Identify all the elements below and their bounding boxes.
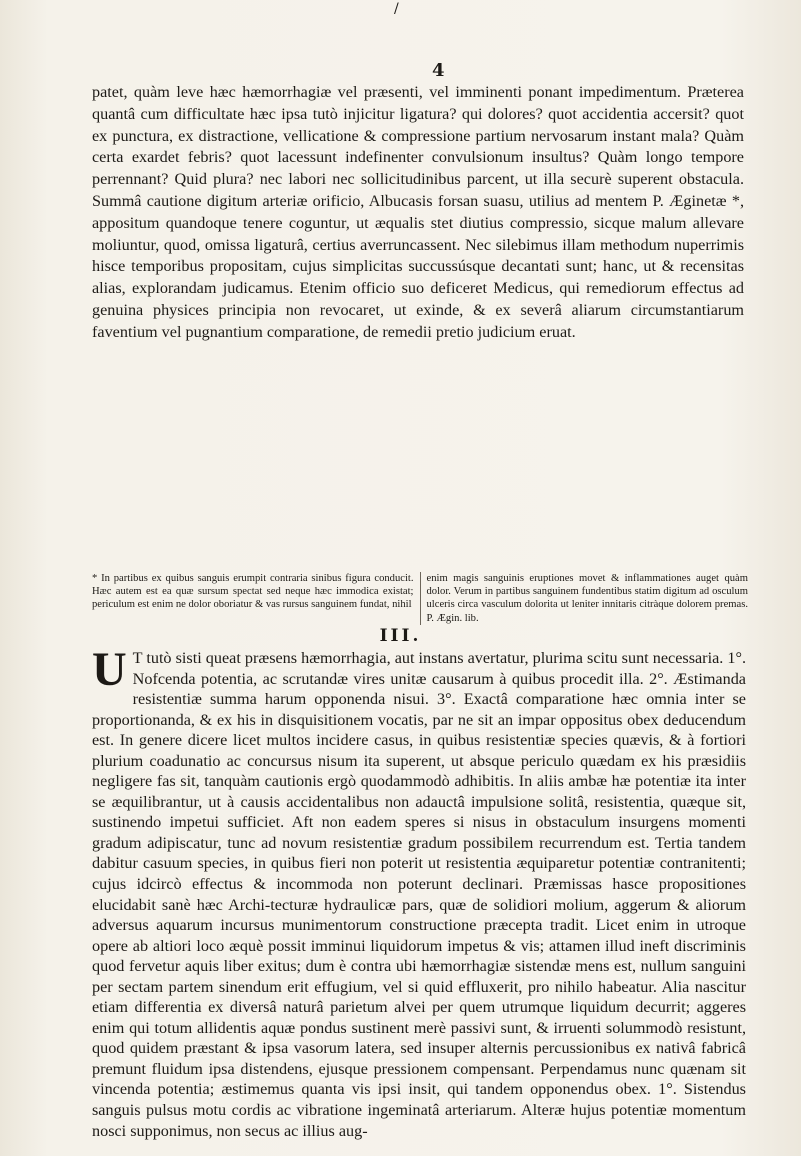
- page-number: 4: [432, 60, 446, 81]
- section-body: [92, 643, 746, 1141]
- footnote-right-column: enim magis sanguinis eruptiones movet & inflammationes auget quàm dolor. Verum in partibus sanguinem fundentibus statim digitum ad osculum ulceris circa vasculum dolorita ut leniter innitaris citràque dolorem premas. P. Ægin. lib.: [426, 573, 748, 624]
- footnote-block: [92, 572, 748, 625]
- footnote-left-column: * In partibus ex quibus sanguis erumpit contraria sinibus figura conducit. Hæc autem est ea quæ sursum spectat sed neque hæc immodica existat; periculum est enim ne dolor oboriatur & vas rursus sanguinem fundat, nihil: [92, 572, 421, 625]
- section-heading: III.: [379, 626, 422, 646]
- book-page: / 4 patet, quàm leve hæc hæmorrhagiæ vel præsenti, vel imminenti ponant impedimentum. Præterea quantâ cum difficultate hæc ipsa tutò injicitur ligatura? qui dolores? quot accidentia accersit? quot ex punctura, ex distractione, vellicatione & compressione partium nervosarum instant mala? Quàm certa exardet febris? quot lacessunt indefinenter convulsionum insultus? Quàm longo tempore perrennant? Quid plura? nec labori nec sollicitudinibus parcent, ut illa securè superent obstacula. Summâ cautione digitum arteriæ orificio, Albucasis forsan suasu, utilius ad mentem P. Æginetæ *, appositum quandoque tenere coguntur, ut æqualis stet diutius compressio, sicque malum allevare moliuntur, quod, omissa ligaturâ, certius averruncassent. Nec silebimus illam methodum nuperrimis hisce temporibus propositam, cujus simplicitas succussúsque decantati sunt; hanc, ut & recensitas alias, explorandam judicamus. Etenim officio suo deficeret Medicus, qui remediorum effectus ad genuina physices principia non revocaret, ut exinde, & ex severâ aliarum circumstantiarum faventium vel pugnantium comparatione, de remedii pretio judicium eruat. * In partibus ex quibus sanguis erumpit contraria sinibus figura conducit. Hæc autem est ea quæ sursum spectat sed neque hæc immodica existat; periculum est enim ne dolor oboriatur & vas rursus sanguinem fundat, nihil enim magis sanguinis eruptiones movet & inflammationes auget quàm dolor. Verum in partibus sanguinem fundentibus statim digitum ad osculum ulceris circa vasculum dolorita ut leniter innitaris citràque dolorem premas. P. Ægin. lib. III. U T tutò sisti queat præsens hæmorrhagia, aut instans avertatur, plurima scitu sunt necessaria. 1°. Nofcenda potentia, ac scrutandæ vires unitæ causarum à quibus procedit illa. 2°. Æstimanda resistentiæ summa harum opponenda nisui. 3°. Exactâ comparatione hæc omnia inter se proportionanda, & ex his in disquisitionem vocatis, par ne sit an impar oppositus obex deducendum est. In genere dicere licet multos incidere casus, in quibus resistentiæ species quævis, & à fortiori plurium coadunatio ac concursus nisum ita superent, ut absque periculo quædam ex his præsidiis negligere fas sit, tanquàm cautionis ergò quodammodò adhibitis. In aliis ambæ hæ potentiæ ita inter se æquilibrantur, ut à causis accidentalibus non adauctâ impulsione solitâ, resistentia, quæque sit, sustinendo impetui sufficiet. Aft non eadem speres si nisus in obstaculum insurgens momenti gradum adipiscatur, tunc ad novum resistentiæ gradum possibilem recurrendum est. Tertia tandem dabitur casuum species, in quibus fieri non poterit ut resistentia æquiparetur potentiæ contranitenti; cujus idcircò effectus & incommoda non poterunt declinari. Præmissas hasce propositiones elucidabit sanè hæc Archi-tecturæ hydraulicæ pars, quæ de solidiori molium, aggerum & aliorum adversus aquarum incursus munimentorum constructione præcepta tradit. Licet enim in utroque opere ab altiori loco æquè possit imminui liquidorum impetus & vis; attamen illud ineft discriminis quod fervetur aquis liber exitus; dum è contra ubi hæmorrhagiæ sistendæ mens est, nullum sanguini per sectam partem sinendum erit effugium, vel si quid effluxerit, pro nihilo habeatur. Alia nascitur etiam differentia ex diversâ naturâ parietum alvei per quem utrumque liquidum decurrit; aggeres enim qui totum allidentis aquæ pondus sustinent merè passivi sunt, & irruenti solummodò resistunt, quod quidem præstant & ipsa vasorum latera, sed insuper alternis percussionibus ex nativâ fabricâ premunt fluidum ipsa distendens, ejusque pressionem compensant. Perpendamus nunc quænam sit vincenda potentia; æstimemus quanta vis ipsi insit, qui tandem opponendus obex. 1°. Sistendus sanguis pulsus motu cordis ac vibratione ingeminatâ arteriarum. Alteræ hujus potentiæ momentum nosci supponimus, non secus ac illius aug-: [0, 0, 801, 1156]
- drop-initial: U: [92, 643, 127, 696]
- section-body-text: T tutò sisti queat præsens hæmorrhagia, aut instans avertatur, plurima scitu sunt necessaria. 1°. Nofcenda potentia, ac scrutandæ vires unitæ causarum à quibus procedit illa. 2°. Æstimanda resistentiæ summa harum opponenda nisui. 3°. Exactâ comparatione hæc omnia inter se proportionanda, & ex his in disquisitionem vocatis, par ne sit an impar oppositus obex deducendum est. In genere dicere licet multos incidere casus, in quibus resistentiæ species quævis, & à fortiori plurium coadunatio ac concursus nisum ita superent, ut absque periculo quædam ex his præsidiis negligere fas sit, tanquàm cautionis ergò quodammodò adhibitis. In aliis ambæ hæ potentiæ ita inter se æquilibrantur, ut à causis accidentalibus non adauctâ impulsione solitâ, resistentia, quæque sit, sustinendo impetui sufficiet. Aft non eadem speres si nisus in obstaculum insurgens momenti gradum adipiscatur, tunc ad novum resistentiæ gradum possibilem recurrendum est. Tertia tandem dabitur casuum species, in quibus fieri non poterit ut resistentia æquiparetur potentiæ contranitenti; cujus idcircò effectus & incommoda non poterunt declinari. Præmissas hasce propositiones elucidabit sanè hæc Archi-tecturæ hydraulicæ pars, quæ de solidiori molium, aggerum & aliorum adversus aquarum incursus munimentorum constructione præcepta tradit. Licet enim in utroque opere ab altiori loco æquè possit imminui liquidorum impetus & vis; attamen illud ineft discriminis quod fervetur aquis liber exitus; dum è contra ubi hæmorrhagiæ sistendæ mens est, nullum sanguini per sectam partem sinendum erit effugium, vel si quid effluxerit, pro nihilo habeatur. Alia nascitur etiam differentia ex diversâ naturâ parietum alvei per quem utrumque liquidum decurrit; aggeres enim qui totum allidentis aquæ pondus sustinent merè passivi sunt, & irruenti solummodò resistunt, quod quidem præstant & ipsa vasorum latera, sed insuper alternis percussionibus ex nativâ fabricâ premunt fluidum ipsa distendens, ejusque pressionem compensant. Perpendamus nunc quænam sit vincenda potentia; æstimemus quanta vis ipsi insit, qui tandem opponendus obex. 1°. Sistendus sanguis pulsus motu cordis ac vibratione ingeminatâ arteriarum. Alteræ hujus potentiæ momentum nosci supponimus, non secus ac illius aug-: [92, 649, 746, 1140]
- main-paragraph: patet, quàm leve hæc hæmorrhagiæ vel præsenti, vel imminenti ponant impedimentum. Præterea quantâ cum difficultate hæc ipsa tutò injicitur ligatura? qui dolores? quot accidentia accersit? quot ex punctura, ex distractione, vellicatione & compressione partium nervosarum instant mala? Quàm certa exardet febris? quot lacessunt indefinenter convulsionum insultus? Quàm longo tempore perrennant? Quid plura? nec labori nec sollicitudinibus parcent, ut illa securè superent obstacula. Summâ cautione digitum arteriæ orificio, Albucasis forsan suasu, utilius ad mentem P. Æginetæ *, appositum quandoque tenere coguntur, ut æqualis stet diutius compressio, sicque malum allevare moliuntur, quod, omissa ligaturâ, certius averruncassent. Nec silebimus illam methodum nuperrimis hisce temporibus propositam, cujus simplicitas succussúsque decantati sunt; hanc, ut & recensitas alias, explorandam judicamus. Etenim officio suo deficeret Medicus, qui remediorum effectus ad genuina physices principia non revocaret, ut exinde, & ex severâ aliarum circumstantiarum faventium vel pugnantium comparatione, de remedii pretio judicium eruat.: [92, 83, 744, 341]
